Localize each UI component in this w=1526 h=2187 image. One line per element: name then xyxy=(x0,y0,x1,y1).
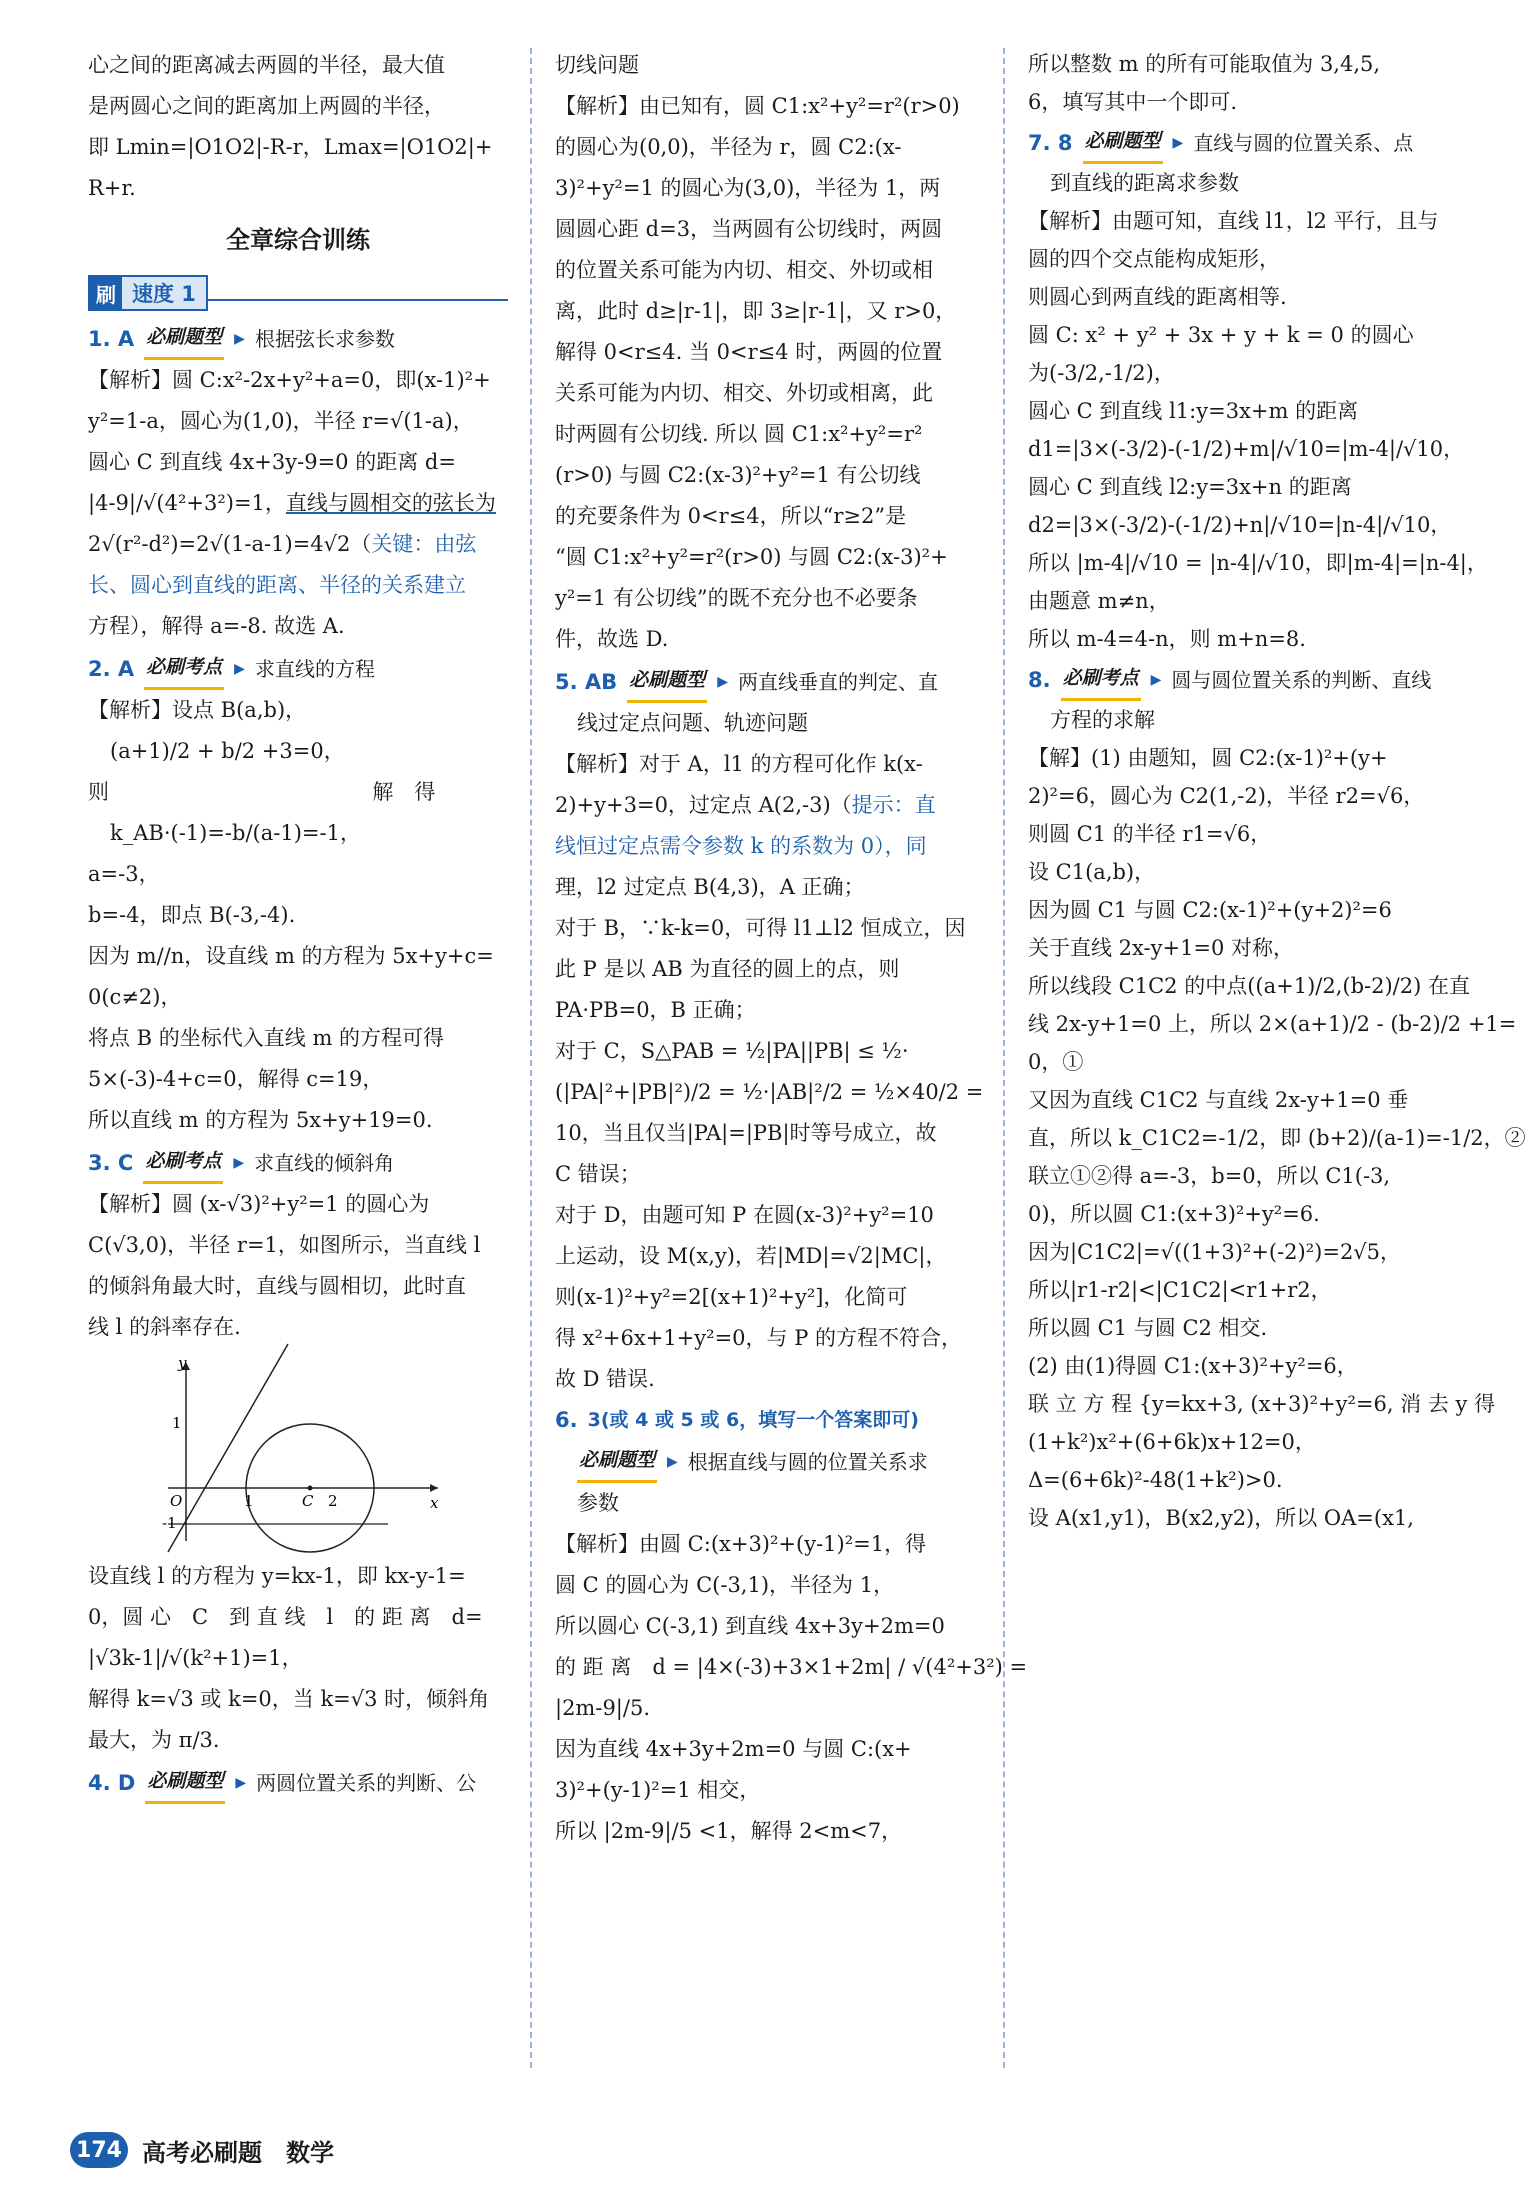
question-tag: 必刷考点 xyxy=(143,1141,223,1184)
solution-line xyxy=(88,524,508,565)
solution-line: (|PA|²+|PB|²)/2 = ½·|AB|²/2 = ½×40/2 = xyxy=(555,1080,984,1104)
x-tick-2: 2 xyxy=(328,1492,338,1510)
question-number: 5. AB xyxy=(555,669,618,694)
y-label: y xyxy=(178,1354,187,1372)
solution-line: 由题意 m≠n， xyxy=(1028,589,1170,613)
solution-line: 的圆心为(0,0)，半径为 r，圆 C2:(x- xyxy=(555,135,902,159)
solution-line: 10，当且仅当|PA|=|PB|时等号成立，故 xyxy=(555,1121,937,1145)
distance-formula: |4-9|/√(4²+3²)=1， xyxy=(88,491,286,515)
solution-line: 件，故选 D. xyxy=(555,627,669,651)
question-tag: 必刷题型 xyxy=(577,1440,657,1483)
solution-line: (1+k²)x²+(6+6k)x+12=0， xyxy=(1028,1430,1316,1454)
solution-line: 为(-3/2,-1/2)， xyxy=(1028,361,1175,385)
solution-line: 设直线 l 的方程为 y=kx-1，即 kx-y-1= xyxy=(88,1564,466,1588)
solution-line: 圆心 C 到直线 4x+3y-9=0 的距离 d= xyxy=(88,450,456,474)
solution-line: Δ=(6+6k)²-48(1+k²)>0. xyxy=(1028,1468,1283,1492)
solution-line: 线 l 的斜率存在. xyxy=(88,1315,241,1339)
question-tag: 必刷题型 xyxy=(1083,121,1163,164)
question-number: 4. D xyxy=(88,1770,136,1795)
solution-line: 离，此时 d≥|r-1|，即 3≥|r-1|，又 r>0， xyxy=(555,299,957,323)
solution-line: 联立①②得 a=-3，b=0，所以 C1(-3, xyxy=(1028,1164,1391,1188)
origin-label: O xyxy=(170,1492,183,1510)
solution-line: 【解析】对于 A，l1 的方程可化作 k(x- xyxy=(555,752,923,776)
then-label: 则 xyxy=(88,780,109,804)
question-tag: 必刷题型 xyxy=(145,1761,225,1804)
intro-line: R+r. xyxy=(88,176,136,200)
solution-line: 6，填写其中一个即可. xyxy=(1028,90,1238,114)
solution-line: 的 距 离 d = |4×(-3)+3×1+2m| / √(4²+3²) = xyxy=(555,1655,1028,1679)
solution-line xyxy=(88,483,508,524)
solution-line: 【解】(1) 由题知，圆 C2:(x-1)²+(y+ xyxy=(1028,746,1388,770)
question-4-header xyxy=(88,1761,508,1804)
solution-line: 又因为直线 C1C2 与直线 2x-y+1=0 垂 xyxy=(1028,1088,1409,1112)
solution-line: 0(c≠2)， xyxy=(88,985,182,1009)
question-topic: 两圆位置关系的判断、公 xyxy=(256,1770,477,1795)
question-tag: 必刷题型 xyxy=(627,660,707,703)
solution-line: PA·PB=0，B 正确； xyxy=(555,998,756,1022)
triangle-icon: ▶ xyxy=(234,330,245,347)
key-note: 关键：由弦 xyxy=(371,532,477,556)
solution-line: 此 P 是以 AB 为直径的圆上的点，则 xyxy=(555,957,900,981)
fixed-point-text: 2)+y+3=0，过定点 A(2,-3)（ xyxy=(555,793,852,817)
solution-line: “圆 C1:x²+y²=r²(r>0) 与圆 C2:(x-3)²+ xyxy=(555,545,948,569)
solution-line: 因为 m//n，设直线 m 的方程为 5x+y+c= xyxy=(88,944,494,968)
solution-line: 圆圆心距 d=3，当两圆有公切线时，两圆 xyxy=(555,217,943,241)
solution-line: 【解析】由题可知，直线 l1，l2 平行，且与 xyxy=(1028,209,1439,233)
column-divider xyxy=(1003,48,1005,2068)
solution-line: 故 D 错误. xyxy=(555,1367,655,1391)
solution-line: 得 x²+6x+1+y²=0，与 P 的方程不符合， xyxy=(555,1326,963,1350)
solution-line: 0，圆 心 C 到 直 线 l 的 距 离 d= xyxy=(88,1605,483,1629)
solution-line: 的倾斜角最大时，直线与圆相切，此时直 xyxy=(88,1274,466,1298)
topic-continuation: 方程的求解 xyxy=(1050,708,1155,732)
solution-line: C(√3,0)，半径 r=1，如图所示，当直线 l xyxy=(88,1233,481,1257)
question-number: 6. xyxy=(555,1408,578,1432)
question-tag: 必刷考点 xyxy=(144,647,224,690)
solution-line: 3)²+(y-1)²=1 相交， xyxy=(555,1778,761,1802)
solution-line: 解得 0<r≤4. 当 0<r≤4 时，两圆的位置 xyxy=(555,340,943,364)
x-tick-1: 1 xyxy=(244,1492,254,1510)
solution-line: 圆的四个交点能构成矩形， xyxy=(1028,247,1280,271)
solution-line: (r>0) 与圆 C2:(x-3)²+y²=1 有公切线 xyxy=(555,463,921,487)
solution-line: 【解析】圆 (x-√3)²+y²=1 的圆心为 xyxy=(88,1192,430,1216)
question-1-header xyxy=(88,317,508,360)
question-topic: 圆与圆位置关系的判断、直线 xyxy=(1171,667,1432,692)
solution-line: 设 C1(a,b)， xyxy=(1028,860,1156,884)
question-tag: 必刷考点 xyxy=(1061,658,1141,701)
solution-line: 最大，为 π/3. xyxy=(88,1728,220,1752)
triangle-icon: ▶ xyxy=(1150,671,1162,688)
question-6-tag-row xyxy=(555,1440,981,1483)
solution-line: 圆心 C 到直线 l2:y=3x+n 的距离 xyxy=(1028,475,1352,499)
system-line: (a+1)/2 + b/2 +3=0， xyxy=(110,739,345,763)
intro-line: 即 Lmin=|O1O2|-R-r，Lmax=|O1O2|+ xyxy=(88,135,493,159)
section-badge-label: 速度 1 xyxy=(132,282,196,306)
system-line: a=-3， xyxy=(88,862,160,886)
solution-line: d2=|3×(-3/2)-(-1/2)+n|/√10=|n-4|/√10， xyxy=(1028,513,1452,537)
solution-line: |√3k-1|/√(k²+1)=1， xyxy=(88,1646,303,1670)
solution-line: 直，所以 k_C1C2=-1/2，即 (b+2)/(a-1)=-1/2，② xyxy=(1028,1126,1526,1150)
solution-line: 将点 B 的坐标代入直线 m 的方程可得 xyxy=(88,1026,445,1050)
column-divider xyxy=(530,48,532,2068)
solution-line: 所以线段 C1C2 的中点((a+1)/2,(b-2)/2) 在直 xyxy=(1028,974,1470,998)
solution-line: 2)²=6，圆心为 C2(1,-2)，半径 r2=√6， xyxy=(1028,784,1425,808)
question-topic: 根据直线与圆的位置关系求 xyxy=(687,1449,928,1474)
question-6-header xyxy=(555,1400,981,1440)
page-number: 174 xyxy=(70,2132,128,2168)
solution-line: 联 立 方 程 {y=kx+3, (x+3)²+y²=6, 消 去 y 得 xyxy=(1028,1392,1496,1416)
question-topic: 求直线的倾斜角 xyxy=(254,1150,395,1175)
solution-line: 0)，所以圆 C1:(x+3)²+y²=6. xyxy=(1028,1202,1320,1226)
question-number: 3. C xyxy=(88,1150,134,1175)
solution-line: 因为圆 C1 与圆 C2:(x-1)²+(y+2)²=6 xyxy=(1028,898,1392,922)
solution-line: 关于直线 2x-y+1=0 对称， xyxy=(1028,936,1295,960)
solution-line: 解得 k=√3 或 k=0，当 k=√3 时，倾斜角 xyxy=(88,1687,490,1711)
solution-line: 对于 B，∵k-k=0，可得 l1⊥l2 恒成立，因 xyxy=(555,916,966,940)
solution-line: 所以圆心 C(-3,1) 到直线 4x+3y+2m=0 xyxy=(555,1614,945,1638)
question-8-header xyxy=(1028,658,1448,701)
hint-note: 提示：直 xyxy=(851,793,936,817)
x-axis-arrow xyxy=(430,1484,438,1492)
topic-continuation: 到直线的距离求参数 xyxy=(1050,171,1239,195)
column-2 xyxy=(555,45,1028,2117)
question-number: 8. xyxy=(1028,667,1051,692)
solution-line: 设 A(x1,y1)，B(x2,y2)，所以 OA=(x1, xyxy=(1028,1506,1414,1530)
key-note-line: 长、圆心到直线的距离、半径的关系建立 xyxy=(88,573,466,597)
solution-line: 所以 m-4=4-n，则 m+n=8. xyxy=(1028,627,1306,651)
triangle-icon: ▶ xyxy=(234,660,245,677)
solve-label: 解 得 xyxy=(372,780,436,804)
solution-line: 所以 |m-4|/√10 = |n-4|/√10，即|m-4|=|n-4|， xyxy=(1028,551,1488,575)
section-divider xyxy=(208,299,508,301)
y-tick-neg1: -1 xyxy=(162,1514,177,1532)
solution-line: 因为直线 4x+3y+2m=0 与圆 C:(x+ xyxy=(555,1737,912,1761)
solution-line: 所以圆 C1 与圆 C2 相交. xyxy=(1028,1316,1268,1340)
solution-line: 所以整数 m 的所有可能取值为 3,4,5, xyxy=(1028,52,1381,76)
solution-line: 对于 C，S△PAB = ½|PA||PB| ≤ ½· xyxy=(555,1039,909,1063)
circle-tangent-graph xyxy=(148,1356,448,1546)
system-line: k_AB·(-1)=-b/(a-1)=-1， xyxy=(110,821,361,845)
question-number: 2. A xyxy=(88,656,135,681)
c-label: C xyxy=(302,1492,314,1510)
solution-line: d1=|3×(-3/2)-(-1/2)+m|/√10=|m-4|/√10， xyxy=(1028,437,1465,461)
solution-line: 所以 |2m-9|/5 <1，解得 2<m<7， xyxy=(555,1819,903,1843)
column-1 xyxy=(88,45,508,2117)
solution-line: 因为|C1C2|=√((1+3)²+(-2)²)=2√5， xyxy=(1028,1240,1402,1264)
column-3 xyxy=(1028,45,1526,2117)
section-badge xyxy=(88,275,508,311)
solution-line: (2) 由(1)得圆 C1:(x+3)²+y²=6， xyxy=(1028,1354,1358,1378)
solution-line: 关系可能为内切、相交、外切或相离，此 xyxy=(555,381,933,405)
question-3-header xyxy=(88,1141,508,1184)
chord-highlight: 直线与圆相交的弦长为 xyxy=(285,491,496,515)
system-line xyxy=(88,772,508,813)
solution-line: 切线问题 xyxy=(555,53,639,77)
page-footer xyxy=(70,2132,334,2168)
chapter-title: 全章综合训练 xyxy=(226,226,370,254)
triangle-icon: ▶ xyxy=(235,1774,247,1791)
solution-line: 线 2x-y+1=0 上，所以 2×(a+1)/2 - (b-2)/2 +1= xyxy=(1028,1012,1517,1036)
solution-line: 圆 C 的圆心为 C(-3,1)，半径为 1， xyxy=(555,1573,895,1597)
solution-line: 圆心 C 到直线 l1:y=3x+m 的距离 xyxy=(1028,399,1359,423)
question-tag: 必刷题型 xyxy=(144,317,224,360)
section-badge-box xyxy=(88,275,208,311)
question-topic: 求直线的方程 xyxy=(254,656,375,681)
question-5-header xyxy=(555,660,981,703)
solution-line: 则(x-1)²+y²=2[(x+1)²+y²]，化简可 xyxy=(555,1285,908,1309)
solution-line: 0，① xyxy=(1028,1050,1084,1074)
topic-continuation: 参数 xyxy=(577,1491,619,1515)
solution-line: C 错误； xyxy=(555,1162,641,1186)
chord-formula: 2√(r²-d²)=2√(1-a-1)=4√2（ xyxy=(88,532,372,556)
solution-line: 的位置关系可能为内切、相交、外切或相 xyxy=(555,258,933,282)
x-label: x xyxy=(430,1494,439,1512)
center-point xyxy=(308,1486,313,1491)
intro-line: 是两圆心之间的距离加上两圆的半径， xyxy=(88,94,445,118)
solution-line: 则圆 C1 的半径 r1=√6， xyxy=(1028,822,1272,846)
question-topic: 根据弦长求参数 xyxy=(254,326,395,351)
question-topic: 两直线垂直的判定、直 xyxy=(737,669,938,694)
hint-line: 线恒过定点需令参数 k 的系数为 0），同 xyxy=(555,834,927,858)
solution-line: 则圆心到两直线的距离相等. xyxy=(1028,285,1287,309)
solution-line: 的充要条件为 0<r≤4，所以“r≥2”是 xyxy=(555,504,907,528)
triangle-icon: ▶ xyxy=(717,673,728,690)
solution-line: 方程），解得 a=-8. 故选 A. xyxy=(88,614,345,638)
y-tick-1: 1 xyxy=(172,1414,182,1432)
solution-line: 【解析】由圆 C:(x+3)²+(y-1)²=1，得 xyxy=(555,1532,927,1556)
question-number: 1. A xyxy=(88,326,135,351)
question-answer: 3(或 4 或 5 或 6，填写一个答案即可) xyxy=(587,1409,919,1431)
solution-line xyxy=(555,785,981,826)
solution-line: 5×(-3)-4+c=0，解得 c=19， xyxy=(88,1067,384,1091)
solution-line: 理，l2 过定点 B(4,3)，A 正确； xyxy=(555,875,865,899)
solution-line: 上运动，设 M(x,y)，若|MD|=√2|MC|， xyxy=(555,1244,947,1268)
triangle-icon: ▶ xyxy=(1172,134,1184,151)
solution-line: 时两圆有公切线. 所以 圆 C1:x²+y²=r² xyxy=(555,422,923,446)
book-title: 高考必刷题 数学 xyxy=(142,2138,334,2167)
solution-line: y²=1 有公切线”的既不充分也不必要条 xyxy=(555,586,918,610)
solution-line: |2m-9|/5. xyxy=(555,1696,650,1720)
solution-line: 【解析】由已知有，圆 C1:x²+y²=r²(r>0) xyxy=(555,94,960,118)
section-badge-prefix: 刷 xyxy=(90,277,122,309)
solution-line: 【解析】设点 B(a,b)， xyxy=(88,698,307,722)
solution-line: 3)²+y²=1 的圆心为(3,0)，半径为 1，两 xyxy=(555,176,941,200)
solution-line: 所以|r1-r2|<|C1C2|<r1+r2， xyxy=(1028,1278,1332,1302)
question-number: 7. 8 xyxy=(1028,130,1073,155)
solution-line: 所以直线 m 的方程为 5x+y+19=0. xyxy=(88,1108,433,1132)
triangle-icon: ▶ xyxy=(667,1453,678,1470)
intro-line: 心之间的距离减去两圆的半径，最大值 xyxy=(88,53,445,77)
question-topic: 直线与圆的位置关系、点 xyxy=(1193,130,1414,155)
topic-continuation: 线过定点问题、轨迹问题 xyxy=(577,711,808,735)
system-line: b=-4，即点 B(-3,-4). xyxy=(88,903,296,927)
solution-line: 圆 C: x² + y² + 3x + y + k = 0 的圆心 xyxy=(1028,323,1414,347)
solution-line: y²=1-a，圆心为(1,0)，半径 r=√(1-a)， xyxy=(88,409,474,433)
triangle-icon: ▶ xyxy=(233,1154,245,1171)
question-7-header xyxy=(1028,121,1448,164)
question-2-header xyxy=(88,647,508,690)
solution-line: 【解析】圆 C:x²-2x+y²+a=0，即(x-1)²+ xyxy=(88,368,491,392)
solution-line: 对于 D，由题可知 P 在圆(x-3)²+y²=10 xyxy=(555,1203,934,1227)
